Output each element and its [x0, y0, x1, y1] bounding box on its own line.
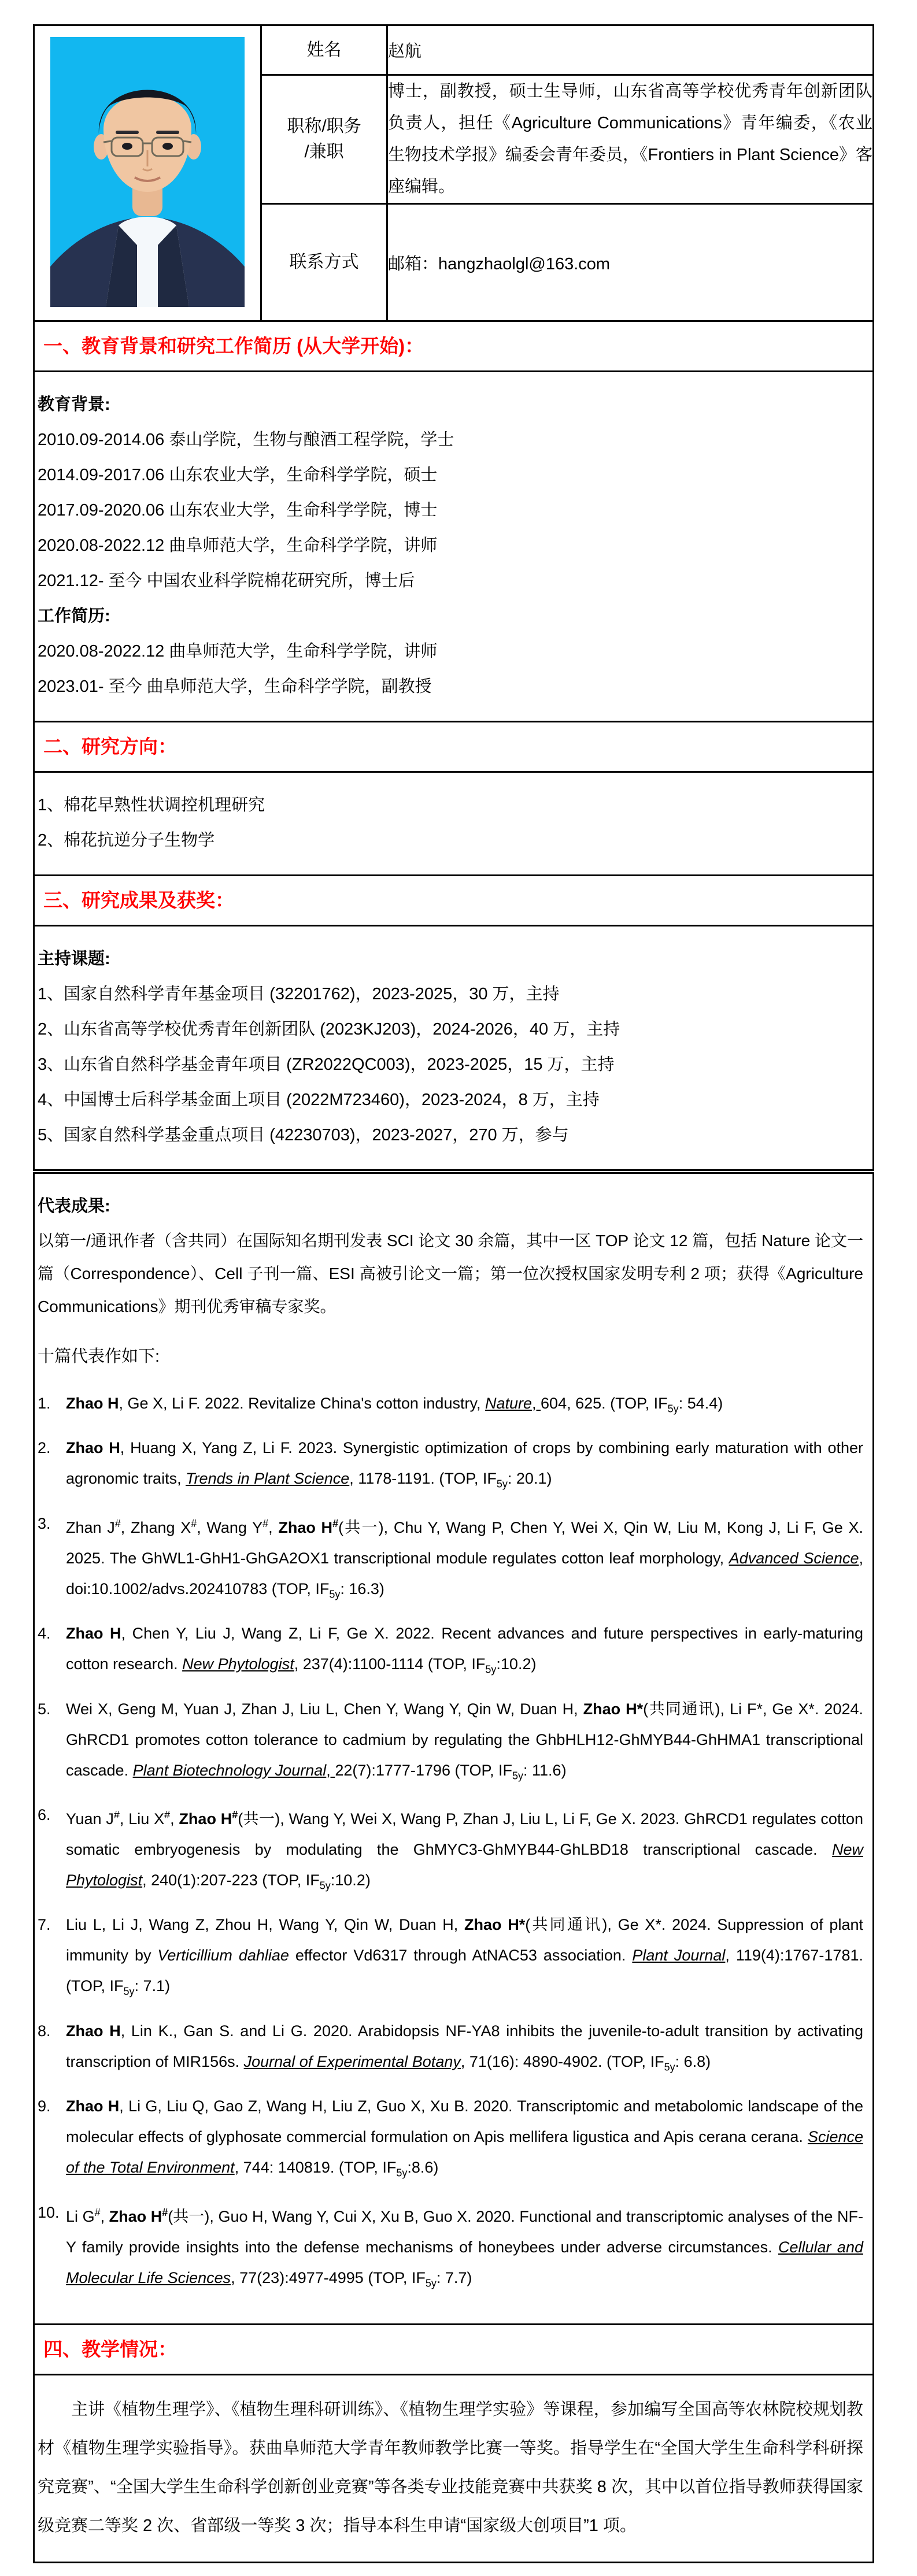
- personal-info-table: [33, 24, 874, 322]
- publication-number: 2.: [38, 1439, 51, 1457]
- work-item: 2020.08-2022.12 曲阜师范大学，生命科学学院，讲师: [38, 642, 438, 661]
- results-intro: 以第一/通讯作者（含共同）在国际知名期刊发表 SCI 论文 30 余篇，其中一区 TOP 论文 12 篇，包括 Nature 论文一篇（Correspondence）、Cell 子刊一篇、ESI 高被引论文一篇；第一位次授权国家发明专利 2 项；获得《Agriculture Communications》期刊优秀审稿专家奖。: [38, 1232, 863, 1315]
- section2-body: [33, 771, 874, 876]
- section1-body: [33, 370, 874, 722]
- photo-cell: [34, 25, 261, 321]
- publication-text: Wei X, Geng M, Yuan J, Zhan J, Liu L, Chen Y, Wang Y, Qin W, Duan H, Zhao H*(共同通讯), Li F*, Ge X*. 2024. GhRCD1 promotes cotton tolerance to cadmium by regulating the GhbHLH12-GhMYB44-GhHMA1 transcriptional cascade. Plant Biotechnology Journal, 22(7):1777-1796 (TOP, $IF_{5y}$: 11.6): [66, 1700, 863, 1781]
- section4-body: [33, 2374, 874, 2563]
- publication-text: Zhao H, Huang X, Yang Z, Li F. 2023. Synergistic optimization of crops by combining early maturation with other agronomic traits, Trends in Plant Science, 1178-1191. (TOP, $IF_{5y}$: 20.1): [66, 1439, 863, 1490]
- publication-text: Zhao H, Li G, Liu Q, Gao Z, Wang H, Liu Z, Guo X, Xu B. 2020. Transcriptomic and metabolomic landscape of the molecular effects of glyphosate commercial formulation on Apis mellifera ligustica and Apis cerana cerana. Science of the Total Environment, 744: 140819. (TOP, $IF_{5y}:8.6$): [66, 2097, 864, 2179]
- project-item: 3、山东省自然科学基金青年项目 (ZR2022QC003)，2023-2025，15 万，主持: [38, 1055, 615, 1074]
- publication-text: Yuan J#, Liu X#, Zhao H#(共一), Wang Y, Wei X, Wang P, Zhan J, Liu L, Li F, Ge X. 2023. GhRCD1 regulates cotton somatic embryogenesis by modulating the GhMYC3-GhMYB44-GhLBD18 transcriptional cascade. New Phytologist, 240(1):207-223 (TOP, $IF_{5y}:10.2$): [66, 1808, 863, 1892]
- name-label: 姓名: [261, 25, 387, 75]
- publication-number: 1.: [38, 1395, 51, 1412]
- results-body: [33, 1172, 874, 2325]
- publication-text: Li G#, Zhao H#(共一), Guo H, Wang Y, Cui X, Xu B, Guo X. 2020. Functional and transcriptomic analyses of the NF-Y family provide insights into the defense mechanisms of honeybees under adverse circumstances. Cellular and Molecular Life Sciences, 77(23):4977-4995 (TOP, $IF_{5y}$: 7.7): [66, 2206, 863, 2289]
- publication-text: Zhao H, Chen Y, Liu J, Wang Z, Li F, Ge X. 2022. Recent advances and future perspectives in early-maturing cotton research. New Phytologist, 237(4):1100-1114 (TOP, $IF_{5y}:10.2$): [66, 1625, 863, 1676]
- title-label: [261, 75, 387, 204]
- publication-item: [38, 2197, 863, 2299]
- education-item: 2014.09-2017.06 山东农业大学，生命科学学院，硕士: [38, 466, 438, 484]
- project-item: 4、中国博士后科学基金面上项目 (2022M723460)，2023-2024，8 万，主持: [38, 1091, 600, 1109]
- projects-body: [33, 925, 874, 1171]
- publication-item: [38, 1433, 863, 1499]
- project-item: 1、国家自然科学青年基金项目 (32201762)，2023-2025，30 万，主持: [38, 985, 560, 1003]
- publication-number: 5.: [38, 1700, 51, 1718]
- publication-number: 3.: [38, 1514, 51, 1532]
- publication-number: 9.: [38, 2097, 51, 2115]
- contact-label: 联系方式: [261, 204, 387, 321]
- title-label-line2: /兼职: [304, 142, 344, 161]
- publication-number: 4.: [38, 1625, 51, 1643]
- contact-value: 邮箱：hangzhaolgl@163.com: [387, 204, 874, 321]
- publication-item: [38, 1618, 863, 1685]
- publication-number: 10.: [38, 2203, 60, 2221]
- section1-header: 一、教育背景和研究工作简历 (从大学开始)：: [33, 320, 874, 372]
- title-value-text: 博士，副教授，硕士生导师，山东省高等学校优秀青年创新团队负责人，担任《Agriculture Communications》青年编委，《农业生物技术学报》编委会青年委员，《Frontiers in Plant Science》客座编辑。: [388, 82, 872, 196]
- publication-item: [38, 1910, 863, 2007]
- education-item: 2021.12- 至今 中国农业科学院棉花研究所，博士后: [38, 572, 415, 590]
- research-direction-item: 2、棉花抗逆分子生物学: [38, 831, 215, 850]
- work-list: [38, 634, 863, 705]
- publication-number: 6.: [38, 1806, 51, 1823]
- publication-number: 7.: [38, 1916, 51, 1934]
- education-item: 2017.09-2020.06 山东农业大学，生命科学学院，博士: [38, 501, 438, 520]
- education-list: [38, 422, 863, 599]
- education-heading: 教育背景:: [38, 395, 110, 414]
- section4-header: 四、教学情况：: [33, 2323, 874, 2375]
- portrait-photo: [50, 37, 245, 307]
- publication-item: [38, 1388, 863, 1424]
- title-value: [387, 75, 874, 204]
- title-label-line1: 职称/职务: [287, 117, 361, 136]
- work-item: 2023.01- 至今 曲阜师范大学，生命科学学院，副教授: [38, 677, 432, 696]
- results-heading: 代表成果:: [38, 1197, 110, 1215]
- project-item: 2、山东省高等学校优秀青年创新团队 (2023KJ203)，2024-2026，40 万，主持: [38, 1020, 620, 1039]
- publication-list-intro: 十篇代表作如下:: [38, 1347, 160, 1366]
- research-direction-item: 1、棉花早熟性状调控机理研究: [38, 796, 265, 814]
- publication-item: [38, 1694, 863, 1791]
- publication-text: Liu L, Li J, Wang Z, Zhou H, Wang Y, Qin W, Duan H, Zhao H*(共同通讯), Ge X*. 2024. Suppression of plant immunity by Verticillium dahliae effector Vd6317 through AtNAC53 association. Plant Journal, 119(4):1767-1781. (TOP, $IF_{5y}$: 7.1): [66, 1916, 863, 1997]
- publication-item: [38, 2016, 863, 2082]
- work-heading: 工作简历:: [38, 607, 110, 625]
- publication-text: Zhao H, Lin K., Gan S. and Li G. 2020. Arabidopsis NF-YA8 inhibits the juvenile-to-adult transition by activating transcription of MIR156s. Journal of Experimental Botany, 71(16): 4890-4902. (TOP, $IF_{5y}$: 6.8): [66, 2022, 864, 2073]
- publication-item: [38, 1508, 863, 1610]
- publication-text: Zhan J#, Zhang X#, Wang Y#, Zhao H#(共一), Chu Y, Wang P, Chen Y, Wei X, Qin W, Liu M, Kong J, Li F, Ge X. 2025. The GhWL1-GhH1-GhGA2OX1 transcriptional module regulates cotton leaf morphology, Advanced Science, doi:10.1002/advs.202410783 (TOP, $IF_{5y}$: 16.3): [66, 1517, 863, 1600]
- publication-text: Zhao H, Ge X, Li F. 2022. Revitalize China's cotton industry, Nature, 604, 625. (TOP, $IF_{5y}$: 54.4): [66, 1395, 723, 1415]
- education-item: 2010.09-2014.06 泰山学院，生物与酿酒工程学院，学士: [38, 431, 454, 449]
- publication-list: [38, 1388, 863, 2299]
- publication-item: [38, 2091, 863, 2188]
- publication-number: 8.: [38, 2022, 51, 2040]
- cv-document: [33, 24, 874, 2563]
- education-item: 2020.08-2022.12 曲阜师范大学，生命科学学院，讲师: [38, 536, 438, 555]
- section2-header: 二、研究方向：: [33, 721, 874, 773]
- teaching-paragraph: 主讲《植物生理学》、《植物生理科研训练》、《植物生理学实验》等课程，参加编写全国高等农林院校规划教材《植物生理学实验指导》。获曲阜师范大学青年教师教学比赛一等奖。指导学生在“全国大学生生命科学科研探究竞赛”、“全国大学生生命科学创新创业竞赛”等各类专业技能竞赛中共获奖 8 次，其中以首位指导教师获得国家级竞赛二等奖 2 次、省部级一等奖 3 次；指导本科生申请“国家级大创项目”1 项。: [38, 2400, 863, 2535]
- name-value: 赵航: [387, 25, 874, 75]
- portrait-illustration: [50, 37, 245, 307]
- projects-list: [38, 977, 863, 1153]
- publication-item: [38, 1800, 863, 1901]
- research-direction-list: [38, 788, 863, 858]
- section3-header: 三、研究成果及获奖：: [33, 874, 874, 926]
- project-item: 5、国家自然科学基金重点项目 (42230703)，2023-2027，270 万，参与: [38, 1126, 569, 1144]
- projects-heading: 主持课题:: [38, 950, 110, 968]
